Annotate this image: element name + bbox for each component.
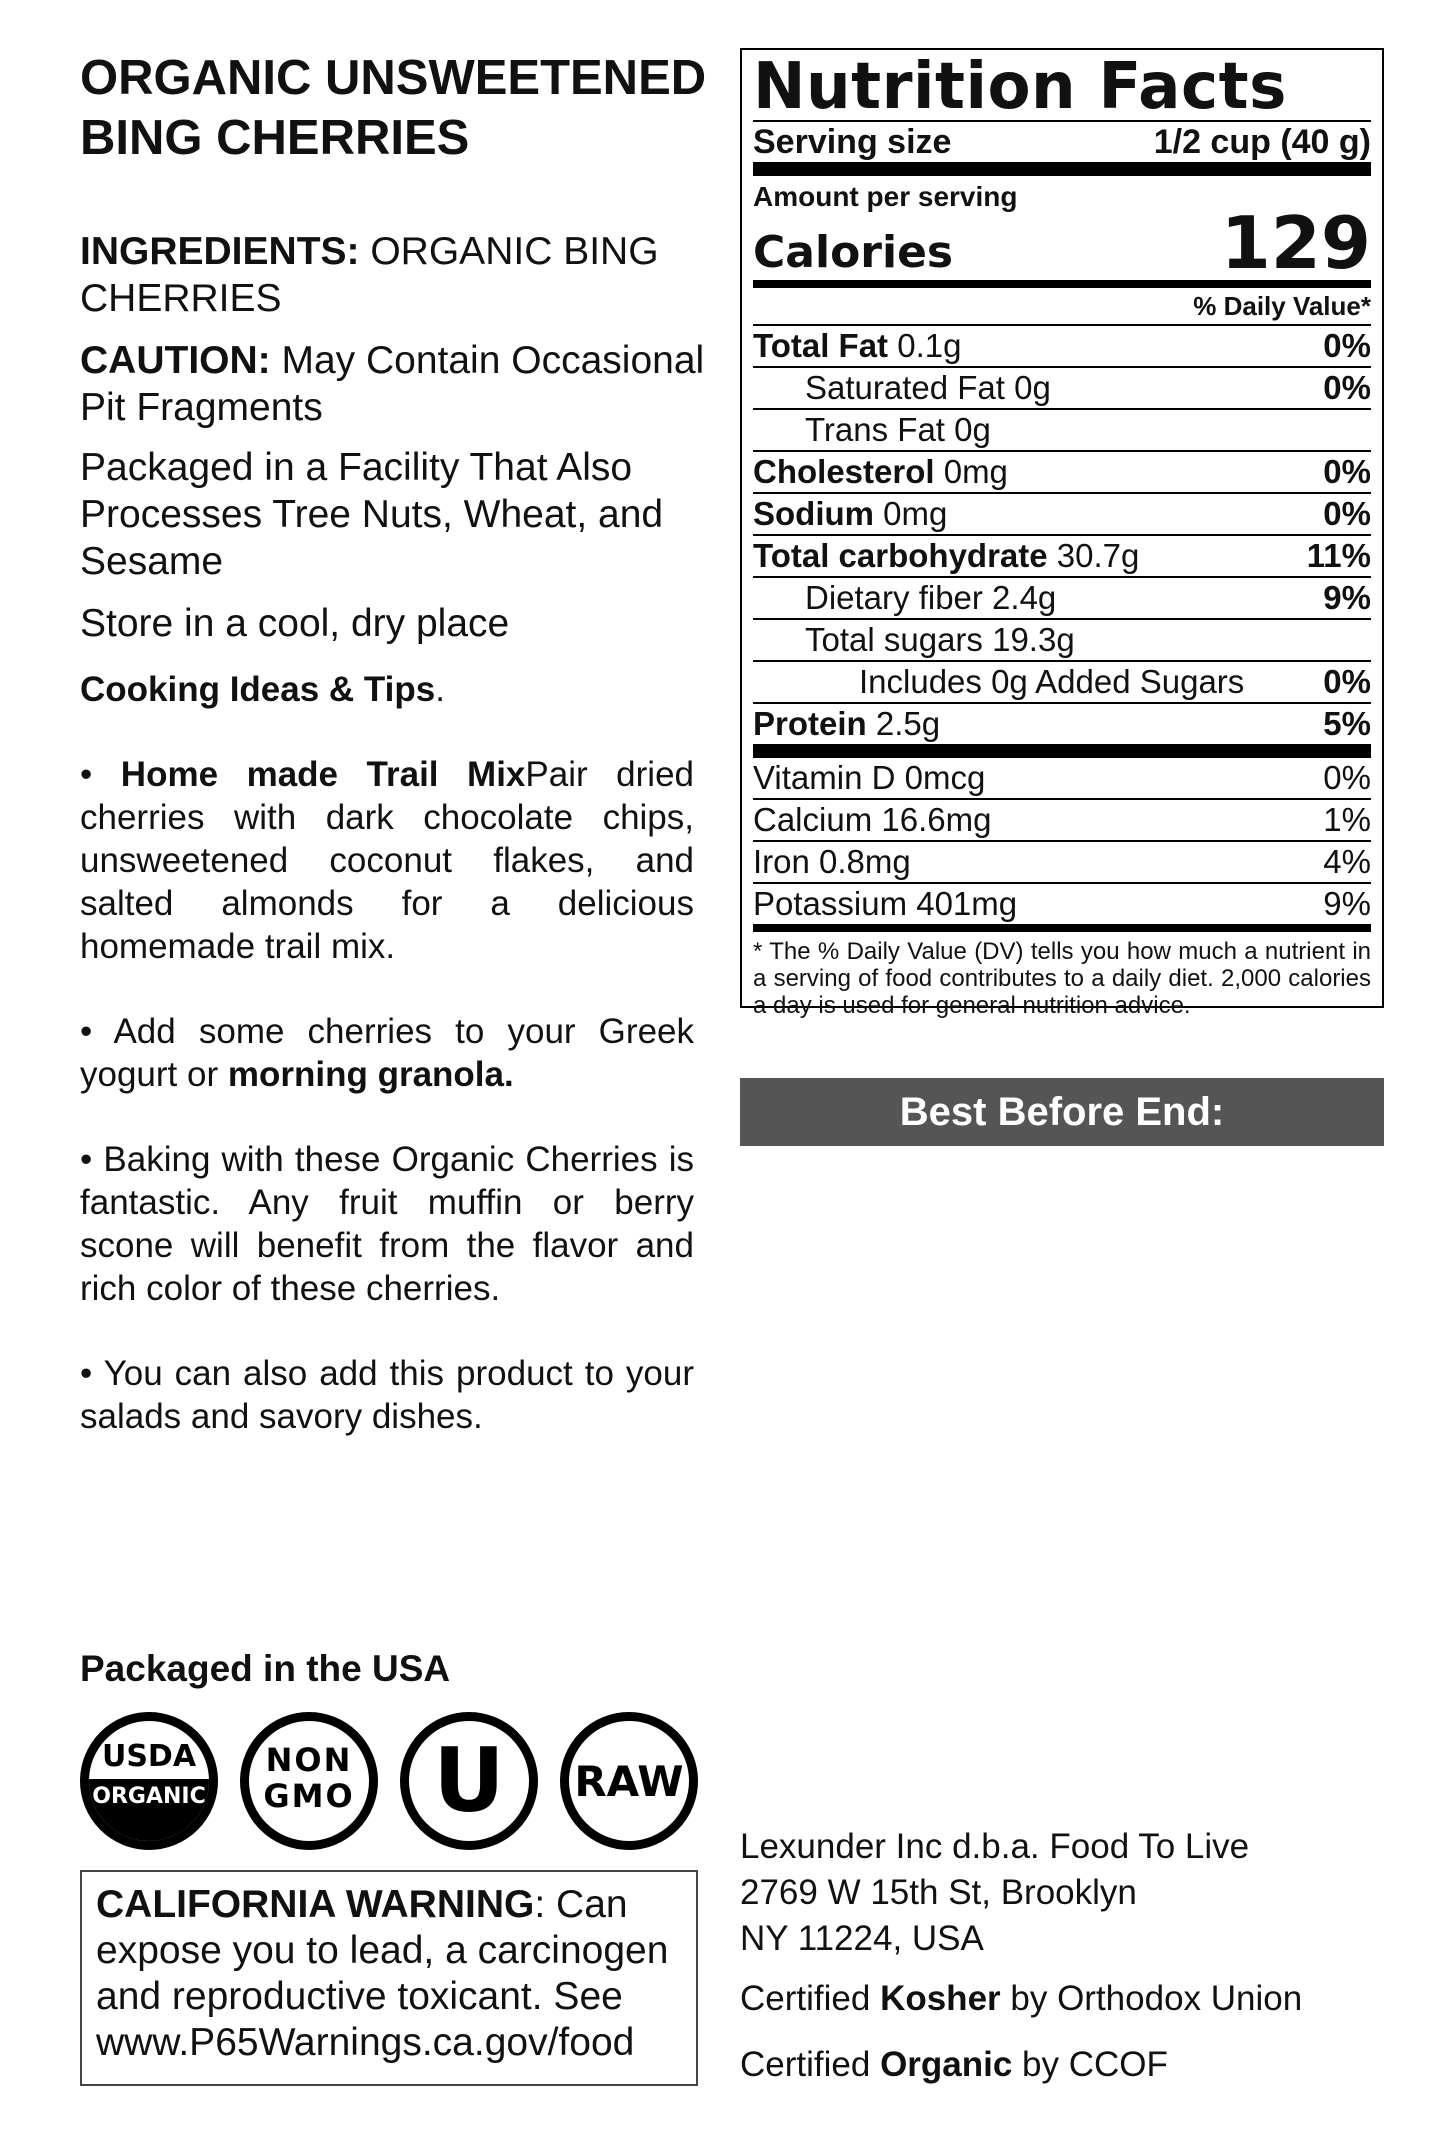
nutrition-facts-panel <box>740 48 1384 1019</box>
nutrient-row <box>753 408 1371 450</box>
certification-kosher <box>740 1976 1380 2022</box>
company-line: 2769 W 15th St, Brooklyn <box>740 1873 1137 1912</box>
nutrient-row <box>753 618 1371 660</box>
tip-salads <box>80 1352 694 1438</box>
nutrient-row <box>753 450 1371 492</box>
raw-badge <box>560 1712 698 1850</box>
calories-value: 129 <box>1220 201 1371 285</box>
nutrient-row <box>753 492 1371 534</box>
vitamin-row <box>753 882 1371 924</box>
bullet: • <box>80 1354 104 1393</box>
caution-text: May Contain Occasional Pit Fragments <box>80 339 705 429</box>
serving-label: Serving size <box>753 123 952 161</box>
serving-size-row <box>753 120 1371 162</box>
vitamin-row <box>753 758 1371 798</box>
nutrient-name: Total Fat <box>753 327 889 364</box>
cert-prefix: Certified <box>740 2045 881 2084</box>
nutrient-dv: 0% <box>1323 495 1371 532</box>
nutrient-name: Trans Fat 0g <box>805 411 991 448</box>
nutrient-amount: 30.7g <box>1047 537 1140 574</box>
nongmo-top-text: NON <box>265 1741 353 1779</box>
nutrient-dv: 9% <box>1323 579 1371 616</box>
tip-bold: morning granola. <box>227 1055 514 1094</box>
california-warning <box>80 1870 698 2086</box>
nutrient-row <box>753 366 1371 408</box>
nutrient-name: Dietary fiber 2.4g <box>805 579 1057 616</box>
company-line: Lexunder Inc d.b.a. Food To Live <box>740 1827 1250 1866</box>
vitamin-name: Calcium 16.6mg <box>753 801 992 838</box>
nutrient-amount: 2.5g <box>866 705 941 742</box>
tip-trail-mix <box>80 753 694 968</box>
nutrient-amount: 0mg <box>874 495 948 532</box>
tip-bold: Home made Trail Mix <box>120 755 526 794</box>
kosher-u-text: U <box>433 1729 505 1832</box>
nutrient-row <box>753 702 1371 744</box>
kosher-ou-badge <box>400 1712 538 1850</box>
non-gmo-badge <box>240 1712 378 1850</box>
vitamin-dv: 1% <box>1323 801 1371 838</box>
bullet: • <box>80 1140 104 1179</box>
packaged-in-usa: Packaged in the USA <box>80 1648 451 1689</box>
caution-label: CAUTION: <box>80 339 271 382</box>
nutrient-row <box>753 324 1371 366</box>
certification-organic <box>740 2042 1380 2088</box>
nutrient-name: Total carbohydrate <box>753 537 1048 574</box>
cooking-suffix: . <box>435 670 445 709</box>
nutrient-name: Protein <box>753 705 867 742</box>
serving-value: 1/2 cup (40 g) <box>1153 123 1371 161</box>
cert-bold: Kosher <box>880 1979 1001 2018</box>
cert-prefix: Certified <box>740 1979 881 2018</box>
calories-label: Calories <box>753 227 954 278</box>
vitamin-row <box>753 840 1371 882</box>
company-address <box>740 1824 1380 1962</box>
nutrient-dv: 0% <box>1323 453 1371 490</box>
caution <box>80 337 720 431</box>
vitamin-name: Potassium 401mg <box>753 885 1018 922</box>
ingredients-label: INGREDIENTS: <box>80 230 360 273</box>
tip-text: You can also add this product to your salads and savory dishes. <box>80 1354 694 1436</box>
nutrient-amount: 0.1g <box>888 327 962 364</box>
ingredients <box>80 228 720 322</box>
cooking-heading <box>80 668 720 711</box>
best-before-banner: Best Before End: <box>740 1078 1384 1146</box>
tip-baking <box>80 1138 694 1310</box>
nutrient-name: Includes 0g Added Sugars <box>859 663 1245 700</box>
vitamin-row <box>753 798 1371 840</box>
nutrient-dv: 0% <box>1323 327 1371 364</box>
nutrient-dv: 11% <box>1306 537 1371 574</box>
daily-value-footnote: * The % Daily Value (DV) tells you how much a nutrient in a serving of food contributes to a daily diet. 2,000 calories a day is used for general nutrition advice. <box>753 938 1371 1019</box>
nongmo-bottom-text: GMO <box>263 1777 355 1815</box>
cert-suffix: by CCOF <box>1012 2045 1168 2084</box>
tip-yogurt <box>80 1010 694 1096</box>
nutrient-dv: 0% <box>1323 663 1371 700</box>
raw-text: RAW <box>574 1757 684 1806</box>
usda-top-text: USDA <box>101 1739 197 1774</box>
cert-bold: Organic <box>880 2045 1013 2084</box>
calories-row <box>753 201 1371 285</box>
vitamin-dv: 0% <box>1323 759 1371 796</box>
warning-label: CALIFORNIA WARNING <box>96 1883 535 1926</box>
amount-per-serving: Amount per serving <box>753 181 1018 212</box>
warning-text: : Can expose you to lead, a carcinogen and reproductive toxicant. See www.P65Warnings.ca.gov/food <box>96 1883 669 2064</box>
storage-note: Store in a cool, dry place <box>80 602 510 645</box>
vitamin-dv: 4% <box>1323 843 1371 880</box>
daily-value-header: % Daily Value* <box>1193 291 1371 321</box>
nutrient-row <box>753 534 1371 576</box>
bullet: • <box>80 755 121 794</box>
tip-text: Add some cherries to your Greek yogurt or <box>80 1012 694 1094</box>
vitamin-name: Iron 0.8mg <box>753 843 911 880</box>
nutrient-amount: 0mg <box>934 453 1008 490</box>
cooking-label: Cooking Ideas & Tips <box>80 670 436 709</box>
vitamin-dv: 9% <box>1323 885 1371 922</box>
usda-organic-badge <box>80 1712 218 1850</box>
tip-text: Pair dried cherries with dark chocolate chips, unsweetened coconut flakes, and salted almonds for a delicious homemade trail mix. <box>80 755 695 966</box>
ingredients-text: ORGANIC BING CHERRIES <box>80 230 659 320</box>
facility-note: Packaged in a Facility That Also Processes Tree Nuts, Wheat, and Sesame <box>80 446 664 583</box>
nutrition-title: Nutrition Facts <box>753 50 1287 124</box>
vitamin-name: Vitamin D 0mcg <box>753 759 986 796</box>
product-title: ORGANIC UNSWEETENED BING CHERRIES <box>80 51 707 165</box>
nutrient-name: Total sugars 19.3g <box>805 621 1075 658</box>
nutrient-row <box>753 660 1371 702</box>
bullet: • <box>80 1012 114 1051</box>
nutrient-name: Sodium <box>753 495 874 532</box>
cert-suffix: by Orthodox Union <box>1000 1979 1303 2018</box>
nutrient-name: Cholesterol <box>753 453 935 490</box>
nutrient-dv: 5% <box>1323 705 1371 742</box>
nutrient-row <box>753 576 1371 618</box>
nutrient-name: Saturated Fat 0g <box>805 369 1051 406</box>
usda-bottom-text: ORGANIC <box>92 1784 206 1809</box>
tip-text: Baking with these Organic Cherries is fantastic. Any fruit muffin or berry scone will benefit from the flavor and rich color of these cherries. <box>80 1140 694 1308</box>
company-line: NY 11224, USA <box>740 1919 984 1958</box>
nutrient-dv: 0% <box>1323 369 1371 406</box>
